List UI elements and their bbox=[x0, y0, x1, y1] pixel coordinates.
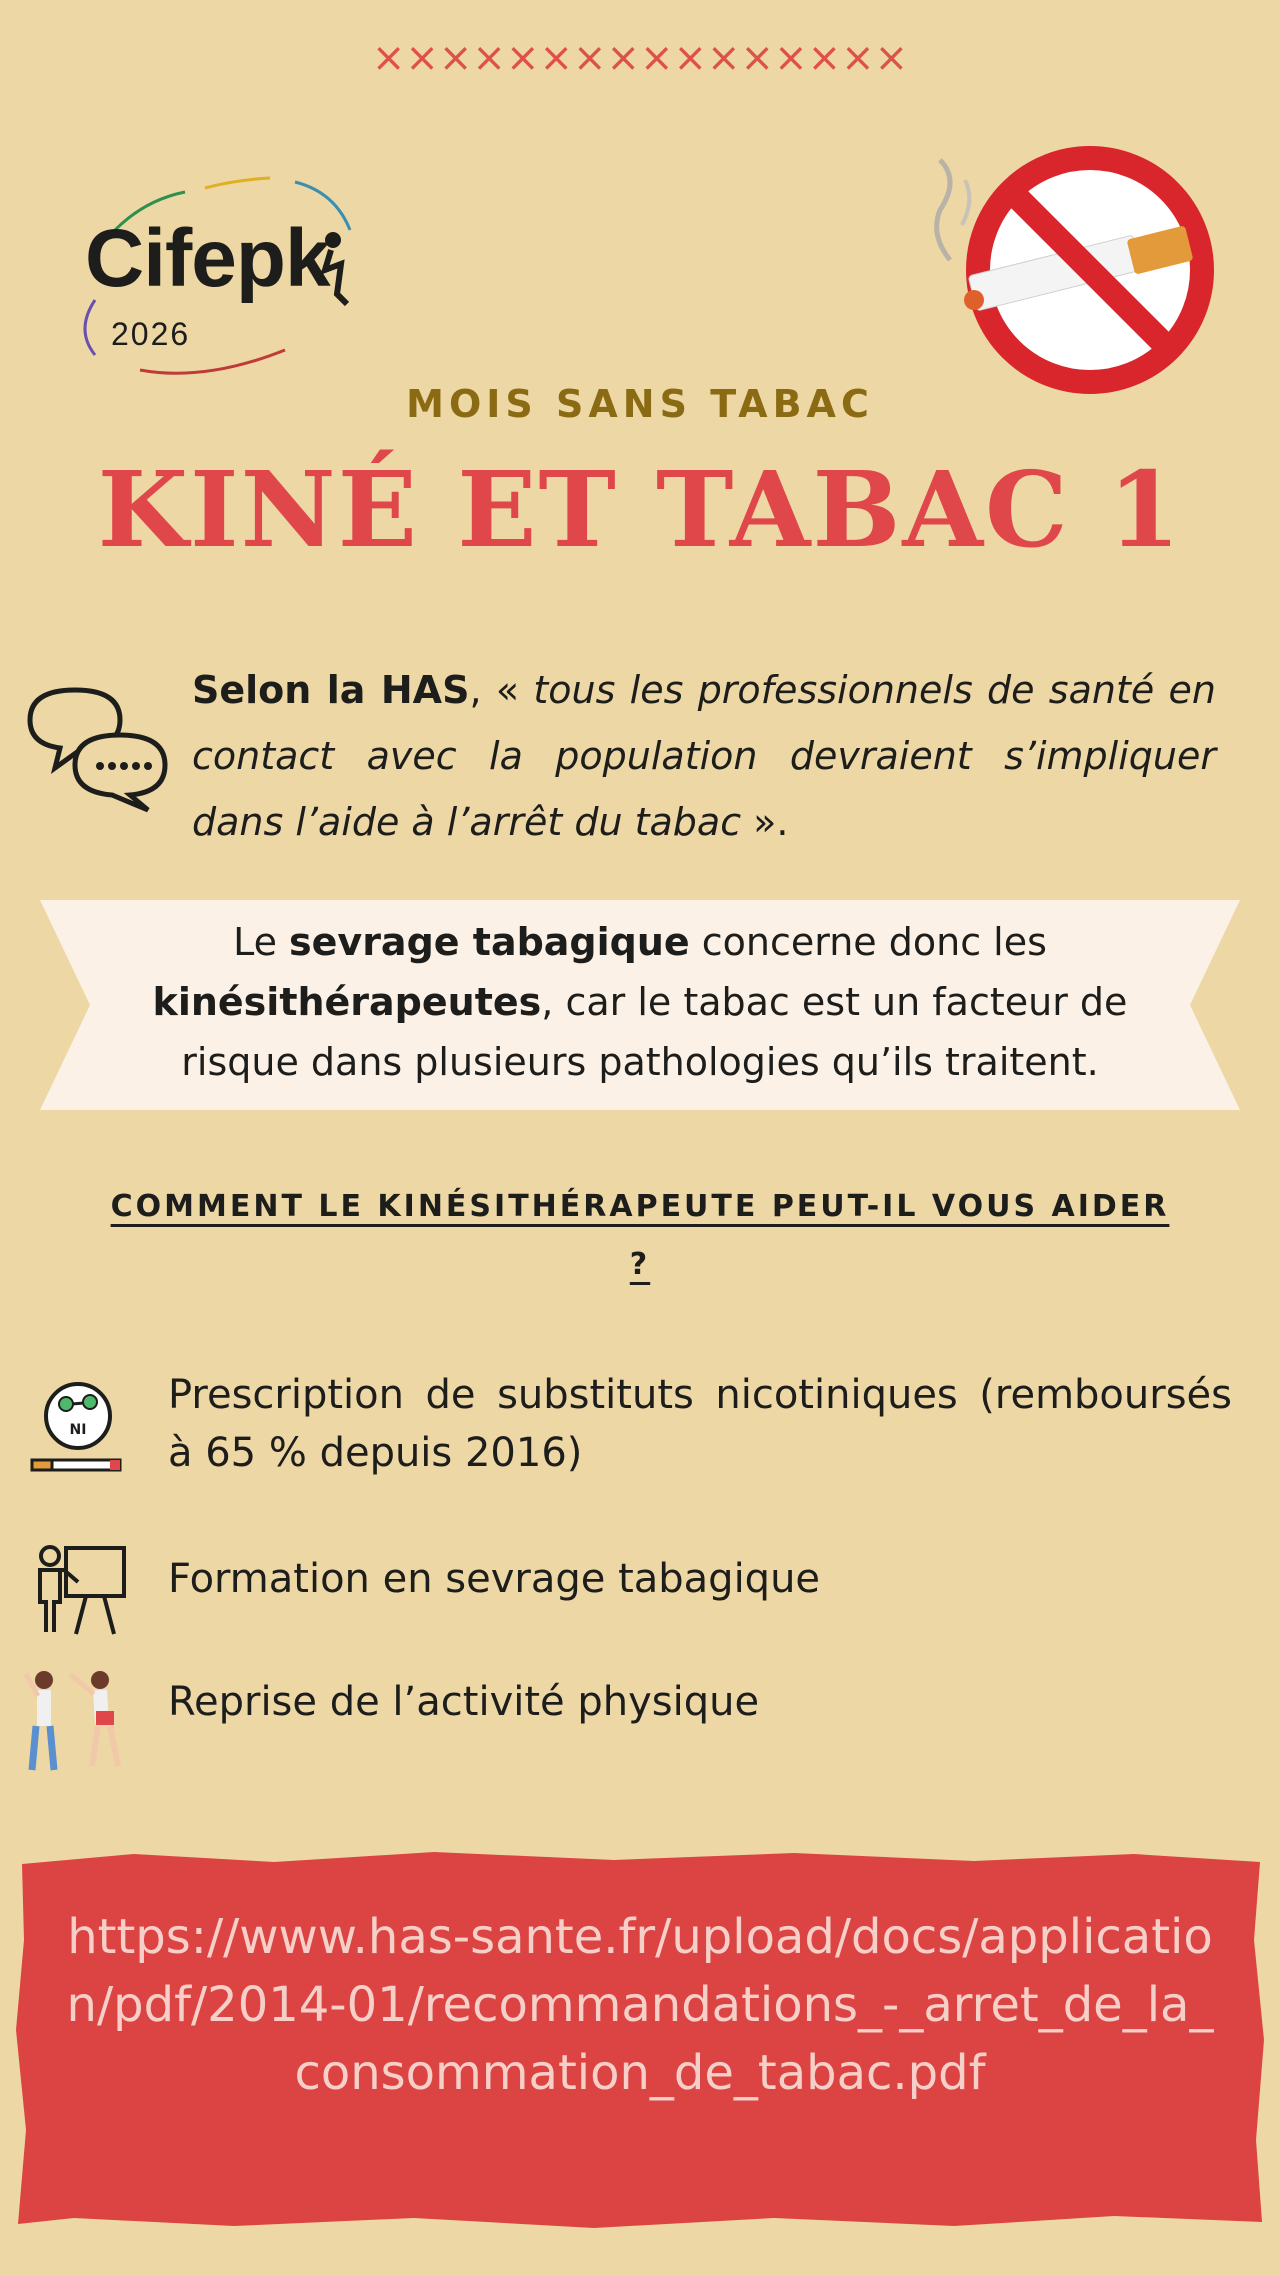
chat-bubbles-icon bbox=[20, 680, 170, 820]
cifepk-logo bbox=[55, 160, 435, 380]
exercise-people-icon bbox=[22, 1660, 132, 1780]
no-smoking-icon bbox=[930, 140, 1220, 400]
list-item: Formation en sevrage tabagique bbox=[168, 1556, 821, 1602]
quote-source: Selon la HAS bbox=[192, 668, 470, 712]
list-item: Reprise de l’activité physique bbox=[168, 1679, 760, 1725]
has-quote bbox=[192, 657, 1216, 855]
teacher-board-icon bbox=[30, 1540, 130, 1640]
quote-open: , « bbox=[469, 668, 534, 712]
subtitle: MOIS SANS TABAC bbox=[406, 382, 874, 426]
banner-text bbox=[100, 912, 1180, 1092]
source-link[interactable]: https://www.has-sante.fr/upload/docs/application/pdf/2014-01/recommandations_-_arret_de_la_consommation_de_tabac.pdf bbox=[66, 1909, 1214, 2101]
banner-bold-kine: kinésithérapeutes bbox=[152, 980, 542, 1024]
section-heading: COMMENT LE KINÉSITHÉRAPEUTE PEUT-IL VOUS AIDER ? bbox=[110, 1189, 1170, 1282]
banner-bold-sevrage: sevrage tabagique bbox=[289, 920, 690, 964]
quote-close: ». bbox=[741, 800, 789, 844]
nicotine-label: NI bbox=[69, 1422, 87, 1438]
quote-text: tous les professionnels de santé en contact avec la population devraient s’impliquer dans l’aide à l’arrêt du tabac bbox=[192, 668, 1216, 844]
logo-wordmark: Cifepk bbox=[85, 213, 330, 304]
banner-text-part: concerne donc les bbox=[689, 920, 1047, 964]
page-title: KINÉ ET TABAC 1 bbox=[97, 448, 1183, 571]
nicotine-patch-icon bbox=[28, 1378, 124, 1478]
list-item: Prescription de substituts nicotiniques (remboursés à 65 % depuis 2016) bbox=[168, 1372, 1232, 1476]
banner-text-part: Le bbox=[233, 920, 290, 964]
banner-text-part: , car le tabac est un facteur de risque dans plusieurs pathologies qu’ils traitent. bbox=[181, 980, 1128, 1084]
decorative-x-row: ×××××××××××××××× bbox=[371, 35, 909, 81]
logo-year: 2026 bbox=[111, 316, 191, 352]
